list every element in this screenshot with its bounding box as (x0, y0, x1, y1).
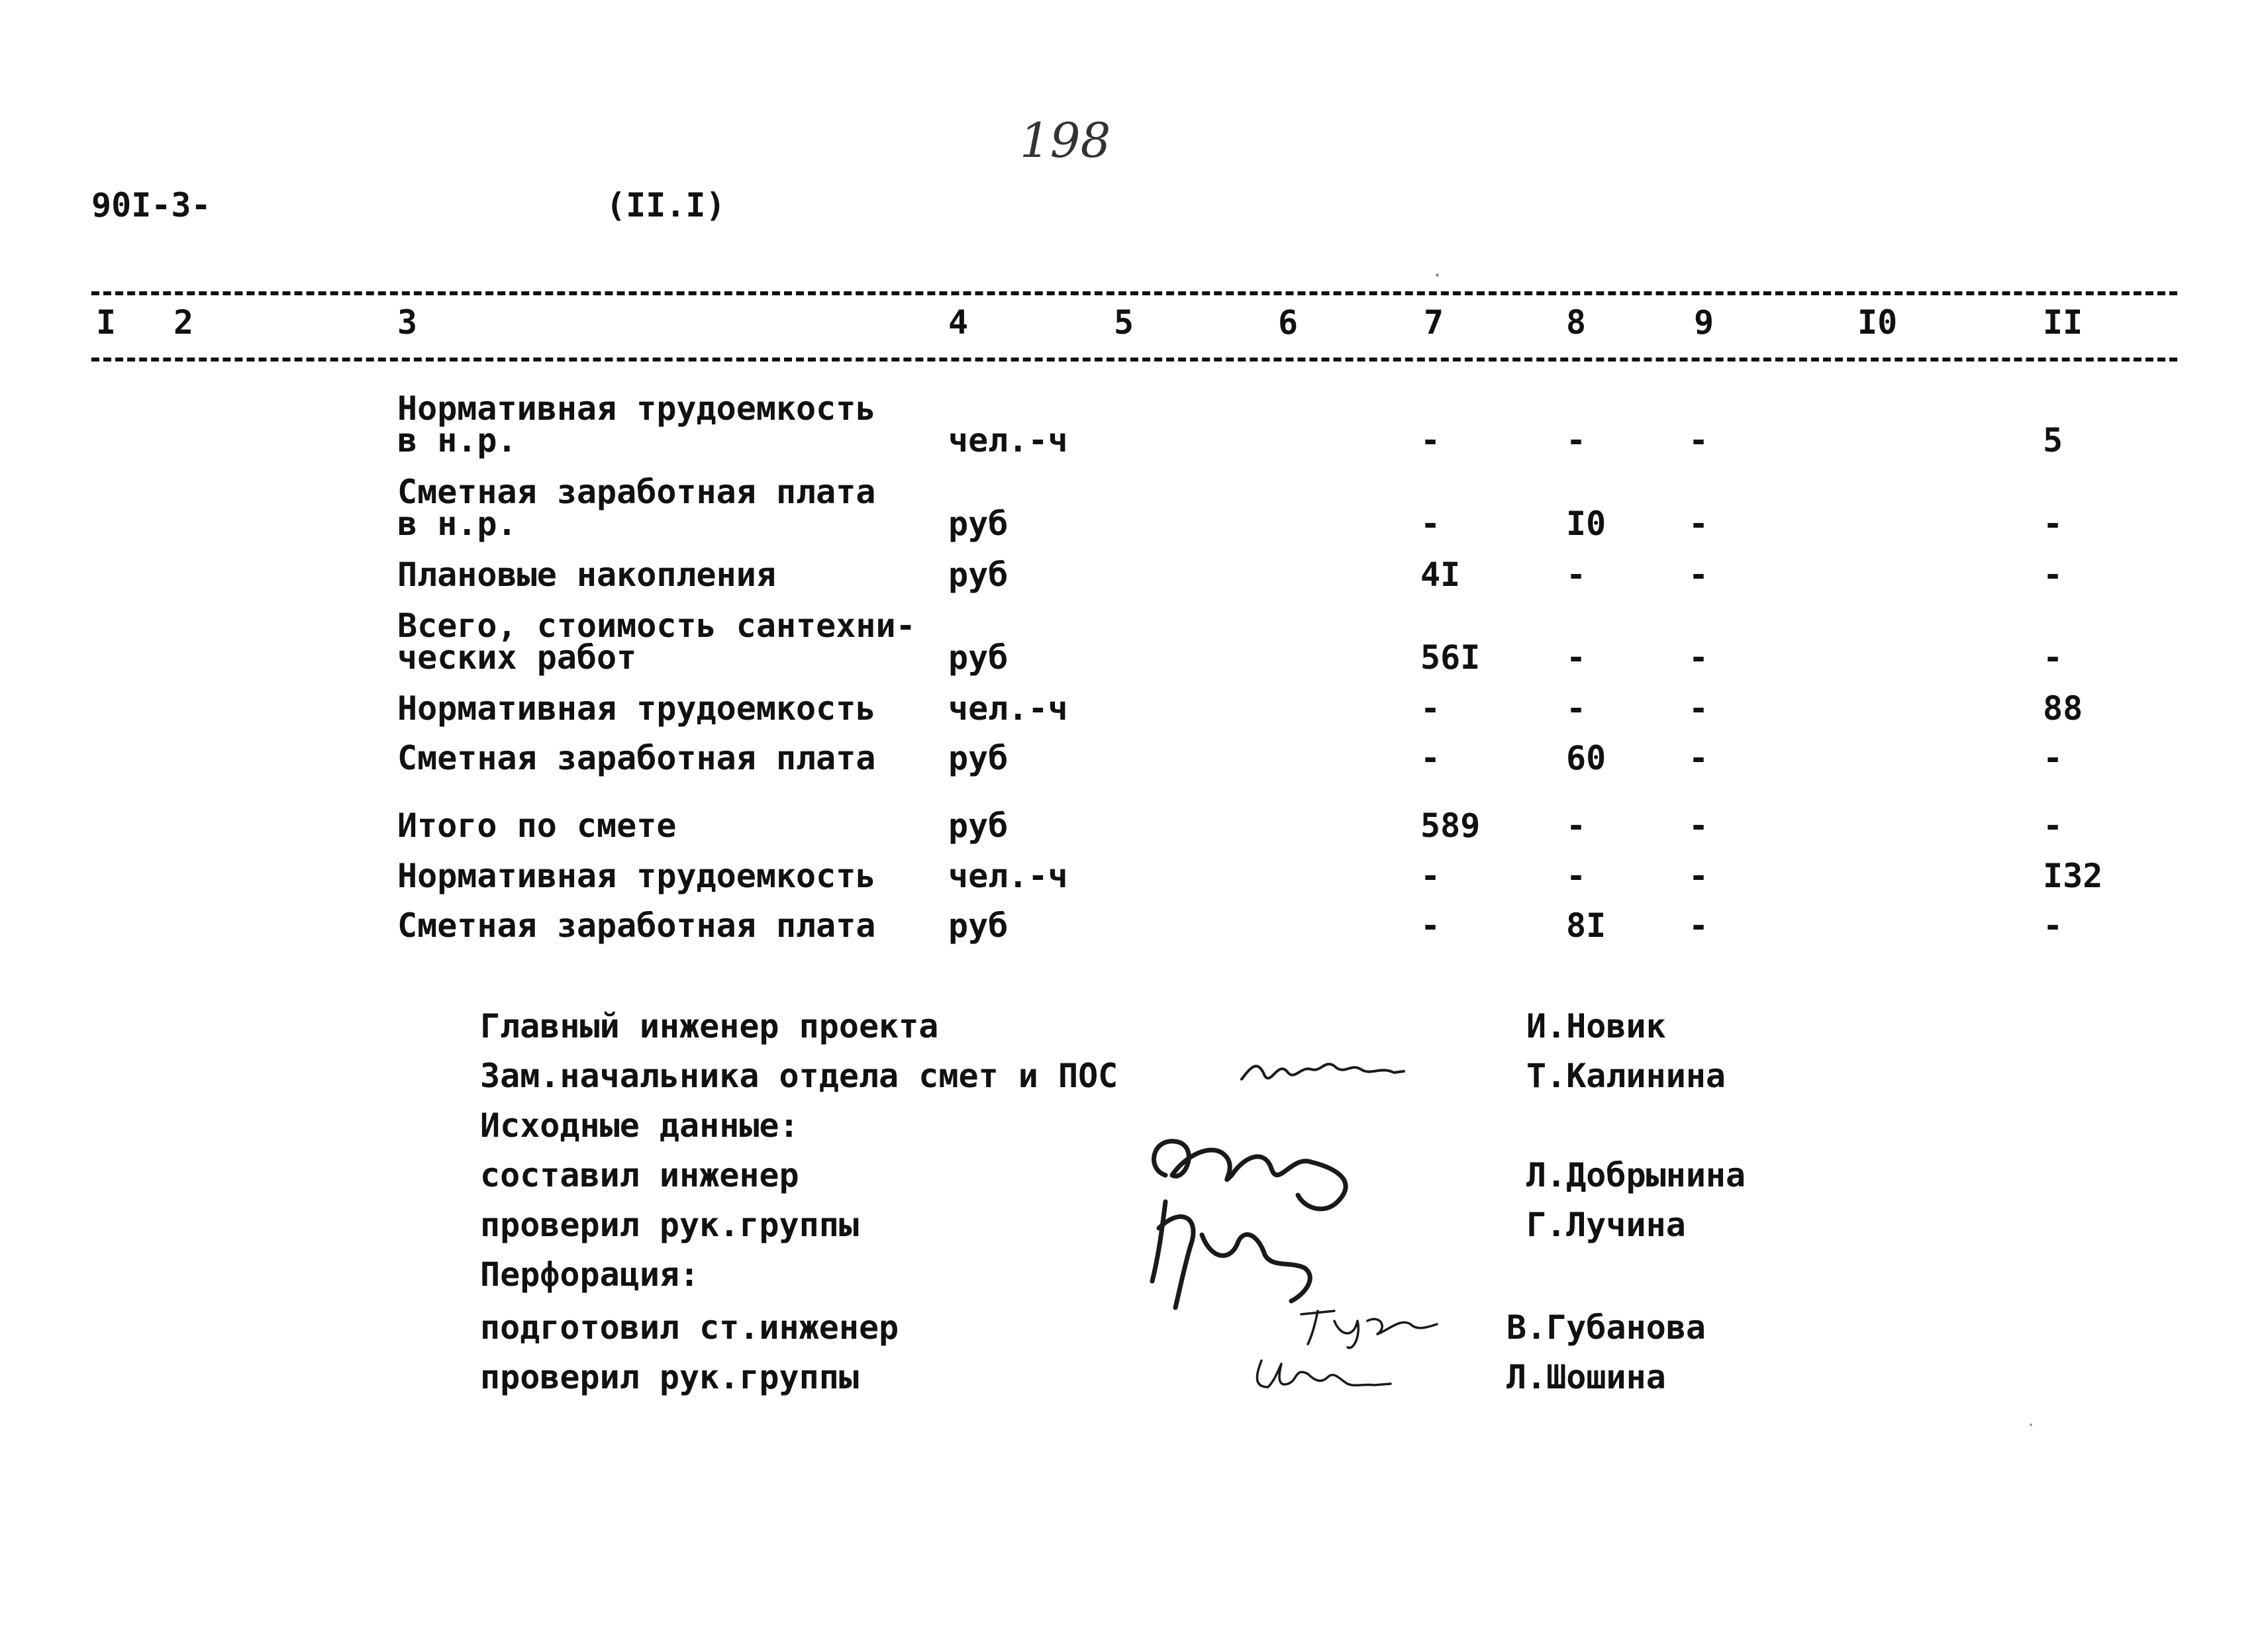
row-unit: чел.-ч (948, 689, 1068, 728)
row-description-continuation: ческих работ (397, 638, 637, 677)
row-description-continuation: в н.р. (397, 505, 517, 543)
row-value-col11: - (2043, 505, 2063, 543)
row-unit: руб (948, 638, 1009, 677)
signatory-name: Г.Лучина (1526, 1206, 1686, 1244)
row-value-col8: - (1566, 555, 1587, 594)
row-value-col8: - (1566, 689, 1587, 728)
column-header-11: II (2043, 303, 2083, 342)
column-header-6: 6 (1278, 303, 1299, 342)
signatory-role: подготовил ст.инженер (480, 1308, 899, 1347)
row-description: Сметная заработная плата (397, 739, 876, 777)
column-header-8: 8 (1566, 303, 1587, 342)
row-value-col9: - (1689, 555, 1709, 594)
row-value-col8: - (1566, 421, 1587, 459)
row-unit: чел.-ч (948, 421, 1068, 459)
row-value-col9: - (1689, 906, 1709, 945)
row-description: Нормативная трудоемкость (397, 857, 876, 895)
row-value-col7: 589 (1420, 806, 1481, 845)
row-value-col7: - (1420, 505, 1441, 543)
header-top-rule (91, 291, 2177, 295)
row-value-col8: - (1566, 806, 1587, 845)
column-header-1: I (96, 303, 117, 342)
row-description-continuation: в н.р. (397, 421, 517, 459)
row-value-col7: - (1420, 421, 1441, 459)
signatory-name: Т.Калинина (1526, 1057, 1726, 1095)
row-unit: чел.-ч (948, 857, 1068, 895)
row-value-col9: - (1689, 857, 1709, 895)
section-label: Исходные данные: (480, 1106, 799, 1145)
row-value-col7: - (1420, 857, 1441, 895)
row-value-col9: - (1689, 689, 1709, 728)
signature-gubanova (1295, 1301, 1440, 1351)
row-description: Нормативная трудоемкость (397, 689, 876, 728)
row-value-col11: - (2043, 638, 2063, 677)
header-bottom-rule (91, 358, 2177, 362)
column-header-3: 3 (397, 303, 418, 342)
row-value-col11: - (2043, 906, 2063, 945)
row-value-col7: - (1420, 689, 1441, 728)
handwritten-page-number: 198 (1020, 113, 1111, 168)
row-value-col11: 88 (2043, 689, 2083, 728)
row-description: Нормативная трудоемкость (397, 389, 876, 428)
row-value-col11: 5 (2043, 421, 2063, 459)
row-value-col11: I32 (2043, 857, 2103, 895)
signatory-role: Зам.начальника отдела смет и ПОС (480, 1057, 1118, 1095)
row-value-col8: - (1566, 638, 1587, 677)
row-value-col11: - (2043, 806, 2063, 845)
signatory-role: составил инженер (480, 1156, 799, 1194)
signature-shoshina (1248, 1351, 1401, 1397)
column-header-2: 2 (173, 303, 194, 342)
row-value-col9: - (1689, 806, 1709, 845)
signatory-role: Главный инженер проекта (480, 1007, 939, 1045)
scan-speck (1436, 273, 1439, 277)
row-value-col8: 60 (1566, 739, 1606, 777)
row-description: Сметная заработная плата (397, 473, 876, 511)
column-header-4: 4 (948, 303, 969, 342)
row-value-col8: - (1566, 857, 1587, 895)
table-reference: (II.I) (606, 186, 726, 224)
signatory-name: И.Новик (1526, 1007, 1666, 1045)
row-value-col7: 56I (1420, 638, 1481, 677)
row-value-col7: 4I (1420, 555, 1461, 594)
row-value-col7: - (1420, 739, 1441, 777)
row-value-col9: - (1689, 505, 1709, 543)
row-unit: руб (948, 739, 1009, 777)
row-value-col9: - (1689, 638, 1709, 677)
row-value-col9: - (1689, 421, 1709, 459)
row-value-col11: - (2043, 555, 2063, 594)
section-label: Перфорация: (480, 1255, 700, 1294)
signatory-name: Л.Шошина (1506, 1358, 1666, 1396)
row-unit: руб (948, 806, 1009, 845)
column-header-9: 9 (1694, 303, 1714, 342)
row-description: Итого по смете (397, 806, 677, 845)
row-description: Всего, стоимость сантехни- (397, 606, 916, 645)
signatory-name: В.Губанова (1506, 1308, 1706, 1347)
signatory-role: проверил рук.группы (480, 1358, 859, 1396)
signature-luchina (1139, 1188, 1338, 1314)
row-value-col8: I0 (1566, 505, 1606, 543)
document-code: 90I-3- (91, 186, 211, 224)
row-unit: руб (948, 906, 1009, 945)
signatory-role: проверил рук.группы (480, 1206, 859, 1244)
row-unit: руб (948, 555, 1009, 594)
row-value-col11: - (2043, 739, 2063, 777)
signature-kalinina (1238, 1046, 1410, 1092)
row-value-col9: - (1689, 739, 1709, 777)
row-value-col7: - (1420, 906, 1441, 945)
row-description: Сметная заработная плата (397, 906, 876, 945)
signatory-name: Л.Добрынина (1526, 1156, 1746, 1194)
row-description: Плановые накопления (397, 555, 776, 594)
scan-speck (2030, 1424, 2032, 1426)
row-value-col8: 8I (1566, 906, 1606, 945)
column-header-5: 5 (1114, 303, 1134, 342)
column-header-10: I0 (1857, 303, 1898, 342)
column-header-7: 7 (1424, 303, 1444, 342)
row-unit: руб (948, 505, 1009, 543)
